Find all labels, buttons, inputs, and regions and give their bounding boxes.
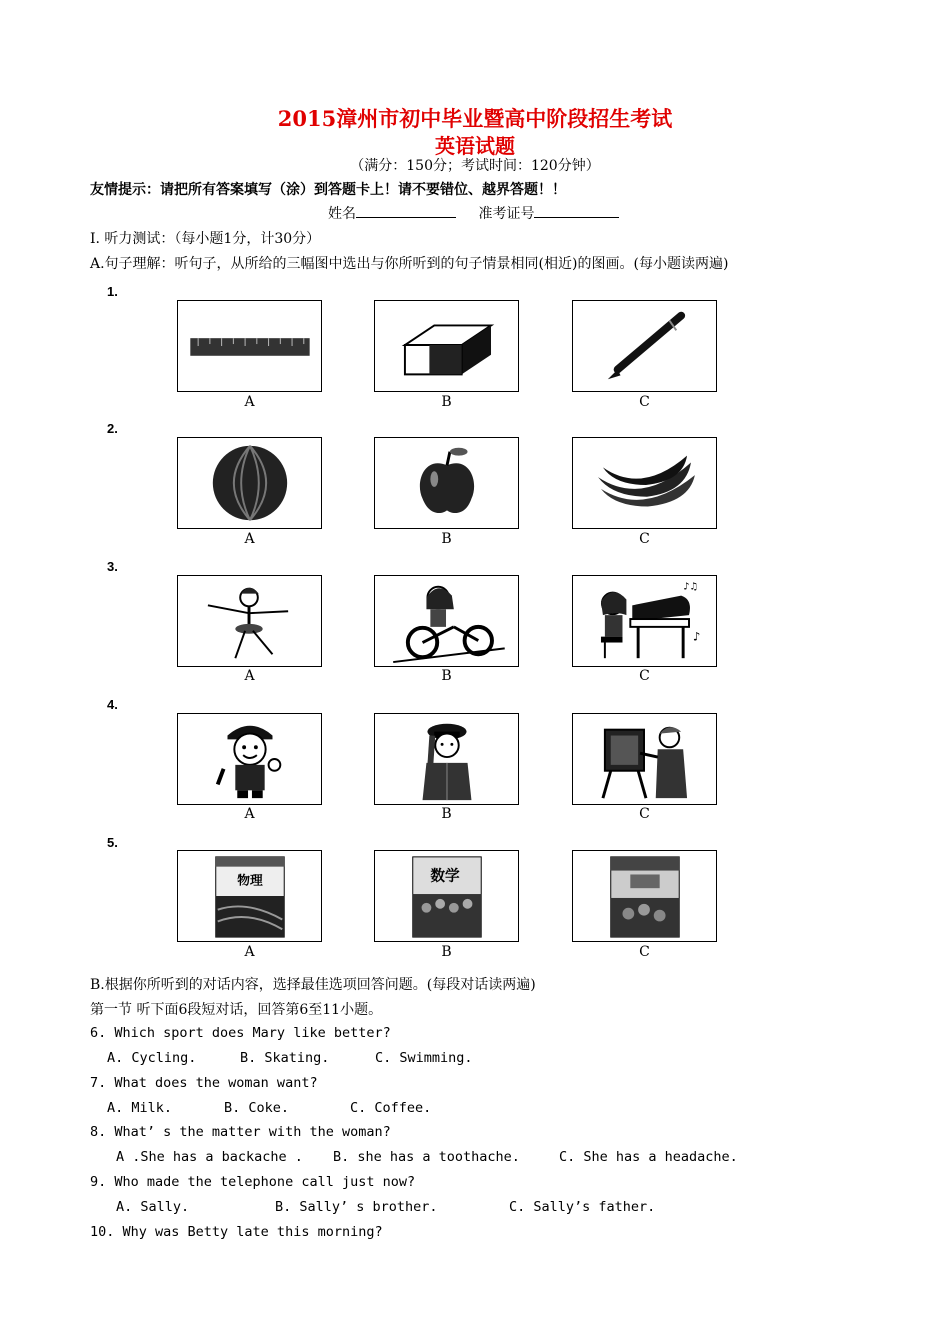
option-label: B bbox=[441, 394, 452, 410]
watermelon-picture[interactable] bbox=[177, 437, 322, 529]
math-book-icon bbox=[375, 851, 518, 941]
ruler-picture[interactable] bbox=[177, 300, 322, 392]
svg-text:♪♫: ♪♫ bbox=[683, 581, 699, 593]
option-label: A bbox=[244, 394, 255, 410]
painter-icon bbox=[573, 714, 716, 804]
option-label: B bbox=[441, 668, 452, 684]
item-number: 4. bbox=[107, 697, 118, 712]
painter-picture[interactable] bbox=[572, 713, 717, 805]
apple-icon bbox=[375, 438, 518, 528]
option-label: A bbox=[244, 944, 255, 960]
item-number: 2. bbox=[107, 421, 118, 436]
option-a: A .She has a backache . bbox=[116, 1149, 303, 1165]
option-label: A bbox=[244, 806, 255, 822]
option-label: C bbox=[639, 806, 650, 822]
option-a: A. Sally. bbox=[116, 1199, 190, 1215]
pen-picture[interactable] bbox=[572, 300, 717, 392]
question-10: 10. Why was Betty late this morning? bbox=[90, 1224, 383, 1240]
option-b: B. she has a toothache. bbox=[333, 1149, 520, 1165]
option-label: B bbox=[441, 944, 452, 960]
apple-picture[interactable] bbox=[374, 437, 519, 529]
ruler-icon bbox=[178, 301, 321, 391]
eraser-picture[interactable] bbox=[374, 300, 519, 392]
watermelon-icon bbox=[178, 438, 321, 528]
policeman-picture[interactable] bbox=[374, 713, 519, 805]
math-book-picture[interactable] bbox=[374, 850, 519, 942]
option-label: A bbox=[244, 531, 255, 547]
item-number: 3. bbox=[107, 559, 118, 574]
option-b: B. Coke. bbox=[224, 1100, 290, 1116]
option-label: C bbox=[639, 394, 650, 410]
exam-subtitle: 英语试题 bbox=[435, 134, 515, 158]
cycling-girl-icon bbox=[375, 576, 518, 666]
svg-text:♪: ♪ bbox=[692, 629, 701, 644]
banana-picture[interactable] bbox=[572, 437, 717, 529]
option-label: C bbox=[639, 944, 650, 960]
item-number: 1. bbox=[107, 284, 118, 299]
piano-girl-icon bbox=[573, 576, 716, 666]
part-1-instruction: 第一节 听下面6段短对话，回答第6至11小题。 bbox=[90, 1002, 383, 1018]
question-6: 6. Which sport does Mary like better? bbox=[90, 1025, 391, 1041]
option-b: B. Skating. bbox=[240, 1050, 330, 1066]
name-row bbox=[328, 203, 619, 223]
part-b-instruction: B.根据你所听到的对话内容，选择最佳选项回答问题。(每段对话读两遍) bbox=[90, 977, 536, 993]
name-label: 姓名 bbox=[328, 206, 356, 222]
cycling-girl-picture[interactable] bbox=[374, 575, 519, 667]
question-9: 9. Who made the telephone call just now? bbox=[90, 1174, 416, 1190]
banana-icon bbox=[573, 438, 716, 528]
option-c: C. Sally’s father. bbox=[509, 1199, 656, 1215]
name-blank[interactable] bbox=[356, 205, 456, 218]
policeman-icon bbox=[375, 714, 518, 804]
option-c: C. Swimming. bbox=[375, 1050, 473, 1066]
option-label: B bbox=[441, 531, 452, 547]
option-label: C bbox=[639, 531, 650, 547]
dancing-girl-picture[interactable] bbox=[177, 575, 322, 667]
piano-girl-picture[interactable] bbox=[572, 575, 717, 667]
option-c: C. Coffee. bbox=[350, 1100, 432, 1116]
option-a: A. Milk. bbox=[107, 1100, 173, 1116]
option-label: A bbox=[244, 668, 255, 684]
id-blank[interactable] bbox=[534, 205, 619, 218]
option-label: B bbox=[441, 806, 452, 822]
option-b: B. Sally’ s brother. bbox=[275, 1199, 438, 1215]
item-number: 5. bbox=[107, 835, 118, 850]
music-book-picture[interactable] bbox=[572, 850, 717, 942]
book-title: 数学 bbox=[430, 867, 460, 885]
pen-icon bbox=[573, 301, 716, 391]
physics-book-icon bbox=[178, 851, 321, 941]
physics-book-picture[interactable] bbox=[177, 850, 322, 942]
dancing-girl-icon bbox=[178, 576, 321, 666]
exam-title: 2015漳州市初中毕业暨高中阶段招生考试 bbox=[277, 106, 673, 131]
score-info: （满分：150分；考试时间：120分钟） bbox=[350, 158, 600, 174]
part-a-instruction: A.句子理解：听句子，从所给的三幅图中选出与你所听到的句子情景相同(相近)的图画。(每小题读两遍) bbox=[90, 256, 729, 272]
eraser-icon bbox=[375, 301, 518, 391]
book-title: 物理 bbox=[237, 872, 263, 888]
id-label: 准考证号 bbox=[478, 206, 535, 222]
option-a: A. Cycling. bbox=[107, 1050, 197, 1066]
option-label: C bbox=[639, 668, 650, 684]
friendly-tip: 友情提示：请把所有答案填写（涂）到答题卡上！请不要错位、越界答题！！ bbox=[90, 182, 566, 198]
section-heading: Ⅰ. 听力测试：（每小题1分，计30分） bbox=[90, 231, 321, 247]
worker-icon bbox=[178, 714, 321, 804]
question-7: 7. What does the woman want? bbox=[90, 1075, 318, 1091]
option-c: C. She has a headache. bbox=[559, 1149, 738, 1165]
music-book-icon bbox=[573, 851, 716, 941]
question-8: 8. What’ s the matter with the woman? bbox=[90, 1124, 391, 1140]
worker-picture[interactable] bbox=[177, 713, 322, 805]
